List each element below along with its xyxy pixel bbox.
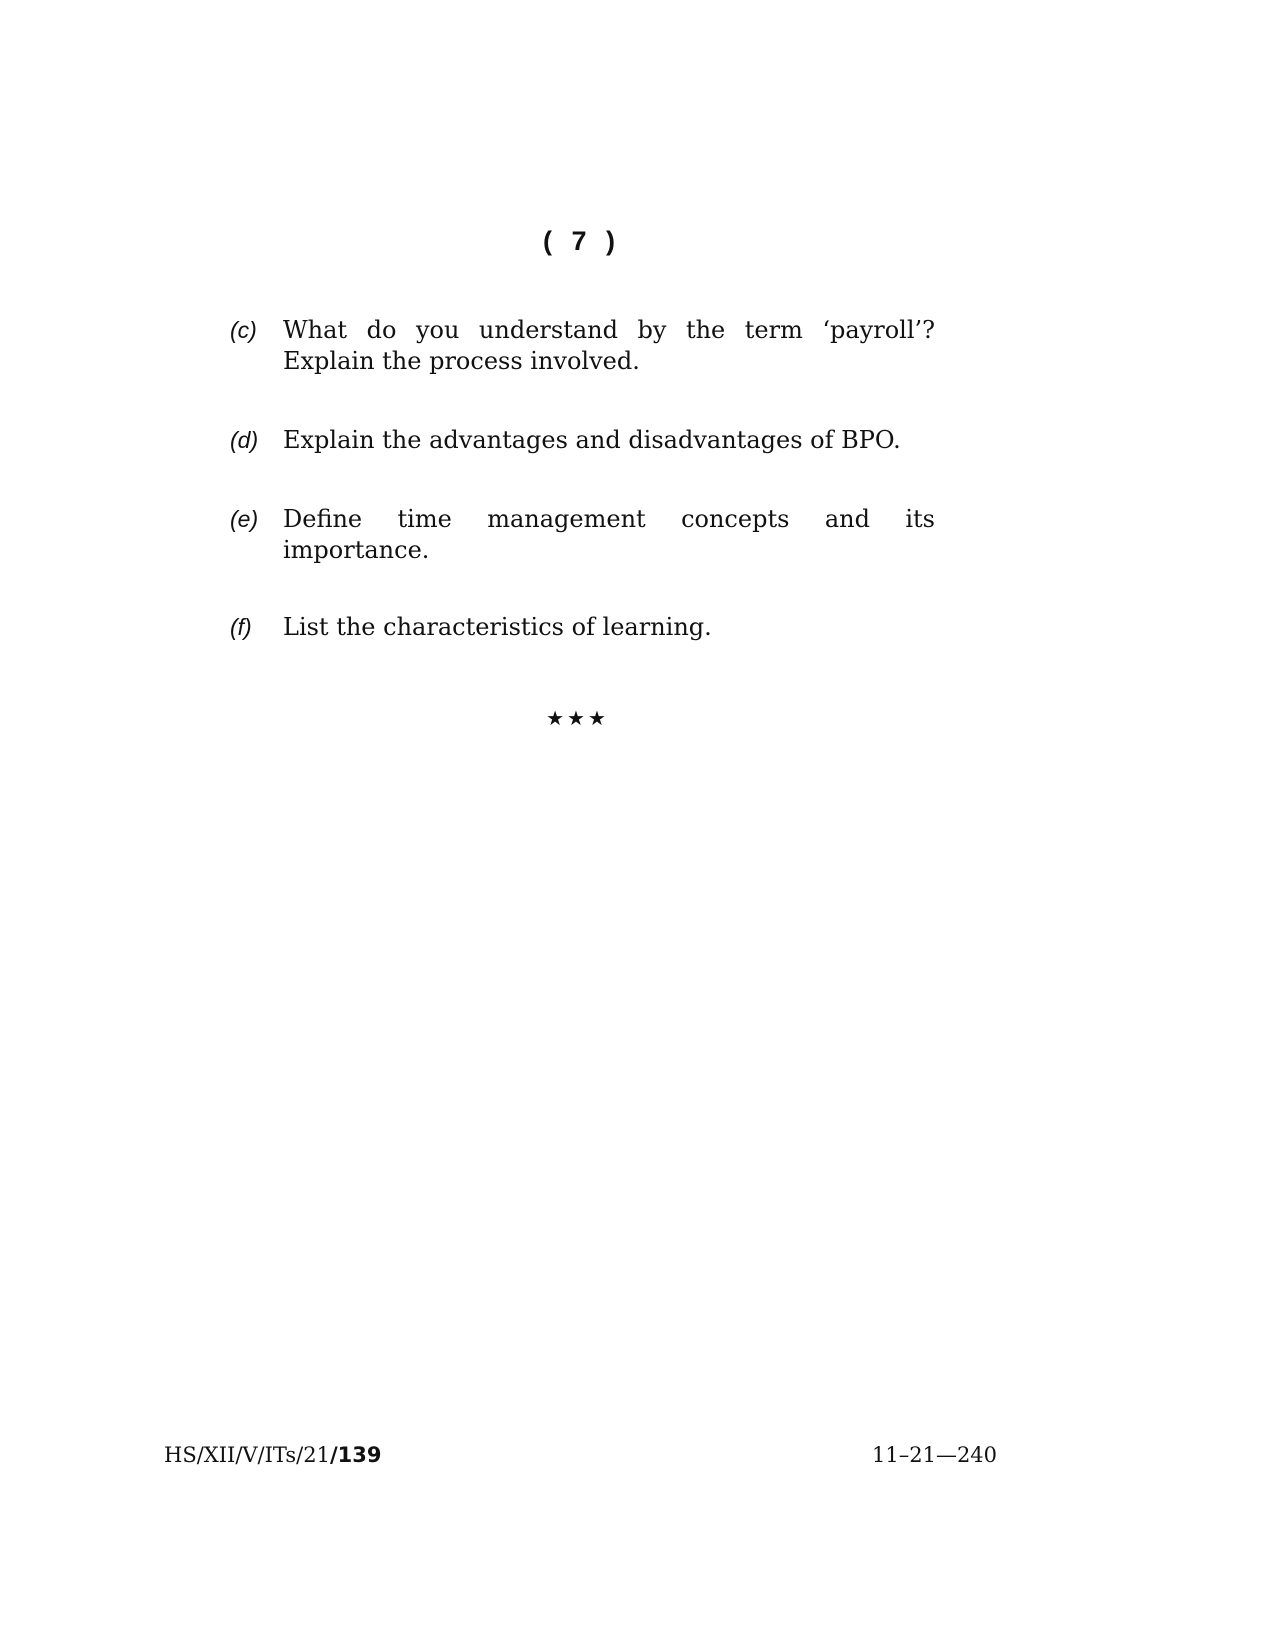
question-text: Explain the advantages and disadvantages of BPO. [283,426,901,454]
question-label: (d) [230,427,259,453]
question-label: (e) [230,506,259,532]
paper-code-number: /139 [329,1443,382,1467]
question-text: Define time management concepts and its importance. [283,505,935,564]
question-e [230,504,935,566]
print-batch: 11–21—240 [872,1443,998,1467]
question-label: (f) [230,614,252,640]
question-label: (c) [230,317,257,343]
question-text: List the characteristics of learning. [283,613,712,641]
question-d [230,425,935,456]
paper-code-prefix: HS/XII/V/ITs/21 [164,1443,330,1467]
end-of-paper-stars: ★★★ [546,706,609,730]
question-f [230,612,935,643]
page-number: ( 7 ) [542,226,617,256]
paper-code [164,1443,382,1467]
question-c [230,315,935,377]
question-text: What do you understand by the term ‘payroll’? Explain the process involved. [283,316,935,375]
